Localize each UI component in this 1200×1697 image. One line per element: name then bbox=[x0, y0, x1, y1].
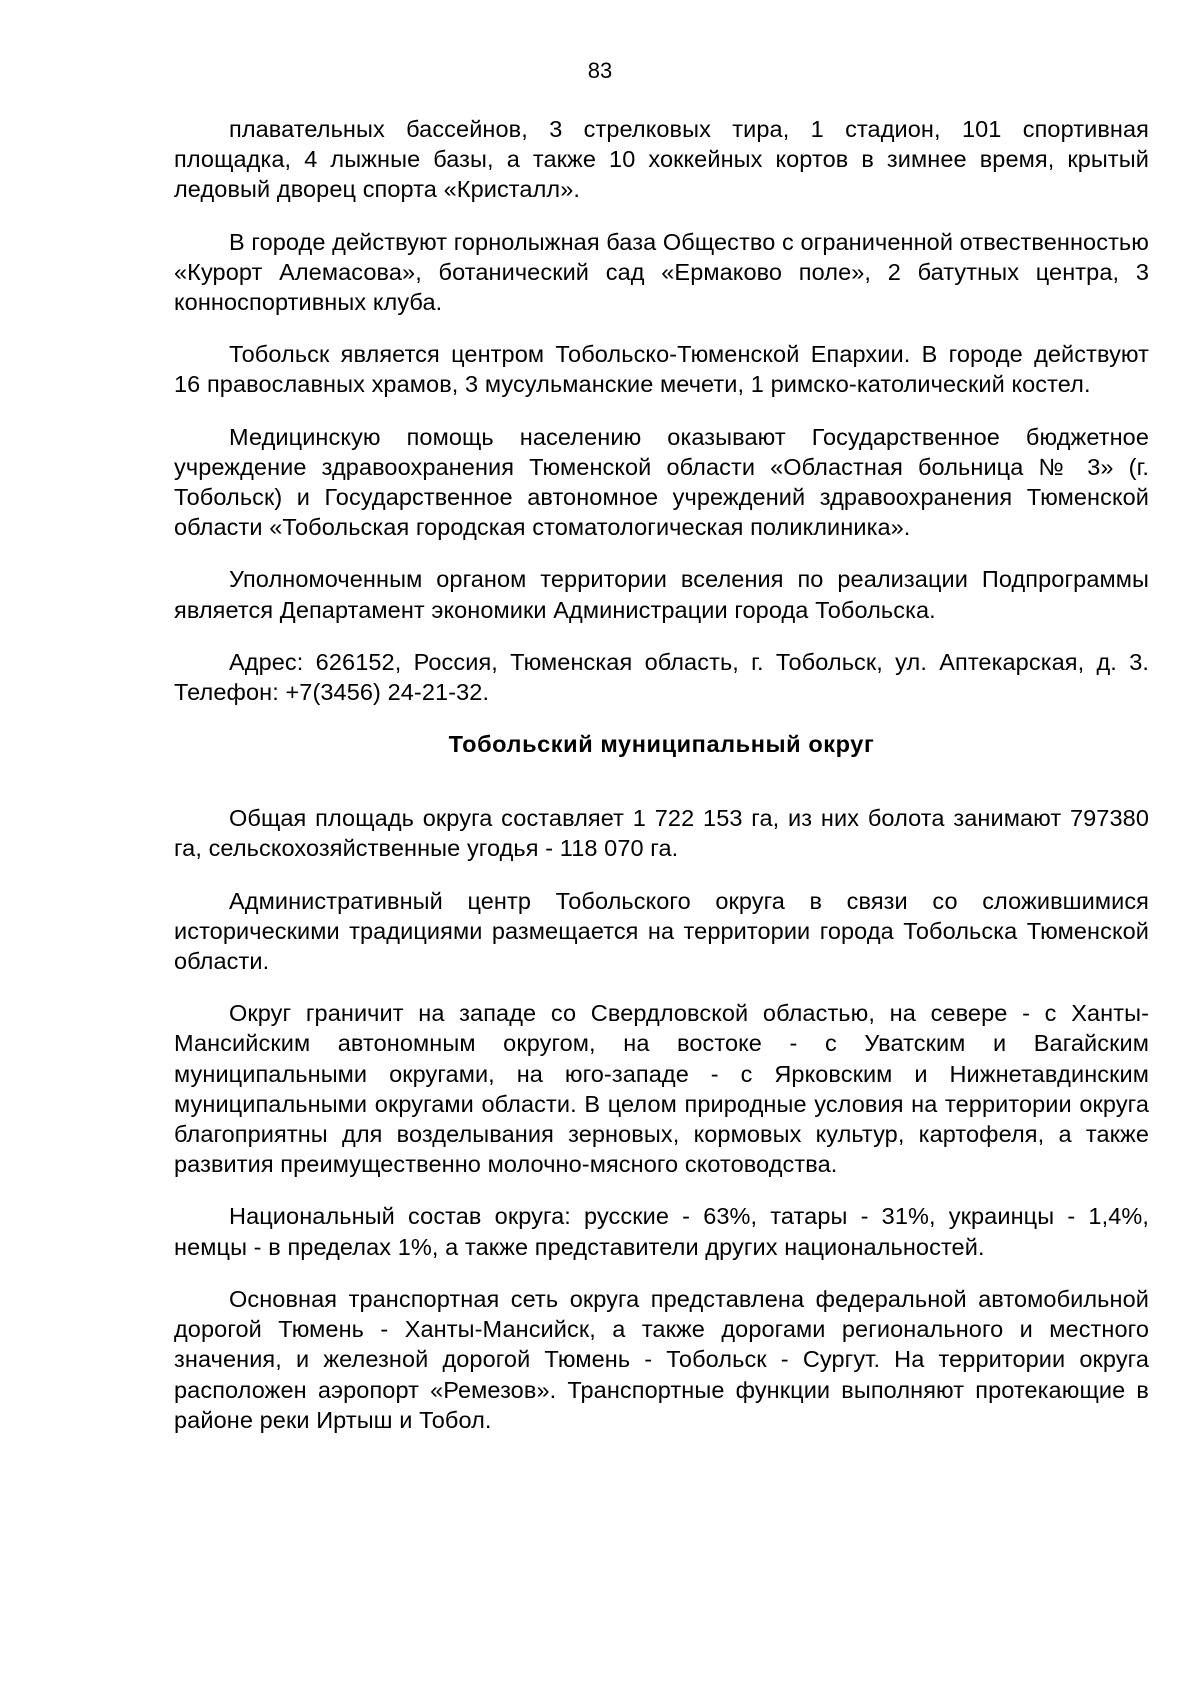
paragraph-admin-center: Административный центр Тобольского округа в связи со сложившимися историческими традициями размещается на территории города Тобольска Тюменской области. bbox=[174, 887, 1149, 975]
paragraph-medical: Медицинскую помощь населению оказывают Государственное бюджетное учреждение здравоохранения Тюменской области «Областная больница № 3» (г. Тобольск) и Государственное автономное учреждений здравоохранения Тюменской области «Тобольская городская стоматологическая поликлиника». bbox=[174, 423, 1149, 541]
paragraph-transport: Основная транспортная сеть округа представлена федеральной автомобильной дорогой Тюмень - Ханты-Мансийск, а также дорогами регионального и местного значения, и железной дорогой Тюмень - Тобольск - Сургут. На территории округа расположен аэропорт «Ремезов». Транспортные функции выполняют протекающие в районе реки Иртыш и Тобол. bbox=[174, 1285, 1149, 1433]
paragraph-ethnic-composition: Национальный состав округа: русские - 63%, татары - 31%, украинцы - 1,4%, немцы - в пределах 1%, а также представители других национальностей. bbox=[174, 1203, 1149, 1260]
paragraph-authority: Уполномоченным органом территории вселения по реализации Подпрограммы является Департамент экономики Администрации города Тобольска. bbox=[174, 566, 1149, 623]
paragraph-recreation: В городе действуют горнолыжная база Общество с ограниченной отвественностью «Курорт Алемасова», ботанический сад «Ермаково поле», 2 батутных центра, 3 конноспортивных клуба. bbox=[174, 228, 1149, 316]
paragraph-religion: Тобольск является центром Тобольско-Тюменской Епархии. В городе действуют 16 православных храмов, 3 мусульманские мечети, 1 римско-католический костел. bbox=[174, 341, 1149, 398]
document-body bbox=[174, 114, 1149, 1435]
paragraph-sports-facilities: плавательных бассейнов, 3 стрелковых тира, 1 стадион, 101 спортивная площадка, 4 лыжные базы, а также 10 хоккейных кортов в зимнее время, крытый ледовый дворец спорта «Кристалл». bbox=[174, 116, 1149, 203]
paragraph-area: Общая площадь округа составляет 1 722 153 га, из них болота занимают 797380 га, сельскохозяйственные угодья - 118 070 га. bbox=[174, 805, 1149, 862]
paragraph-address: Адрес: 626152, Россия, Тюменская область, г. Тобольск, ул. Аптекарская, д. 3. Телефон: +7(3456) 24-21-32. bbox=[174, 648, 1149, 706]
paragraph-borders: Округ граничит на западе со Свердловской областью, на севере - с Ханты-Мансийским автономным округом, на востоке - с Уватским и Вагайским муниципальными округами, на юго-западе - с Ярковским и Нижнетавдинским муниципальными округами области. В целом природные условия на территории округа благоприятны для возделывания зерновых, кормовых культур, картофеля, а также развития преимущественно молочно-мясного скотоводства. bbox=[174, 1000, 1149, 1178]
section-heading: Тобольский муниципальный округ bbox=[448, 731, 875, 758]
page-number: 83 bbox=[587, 58, 613, 83]
